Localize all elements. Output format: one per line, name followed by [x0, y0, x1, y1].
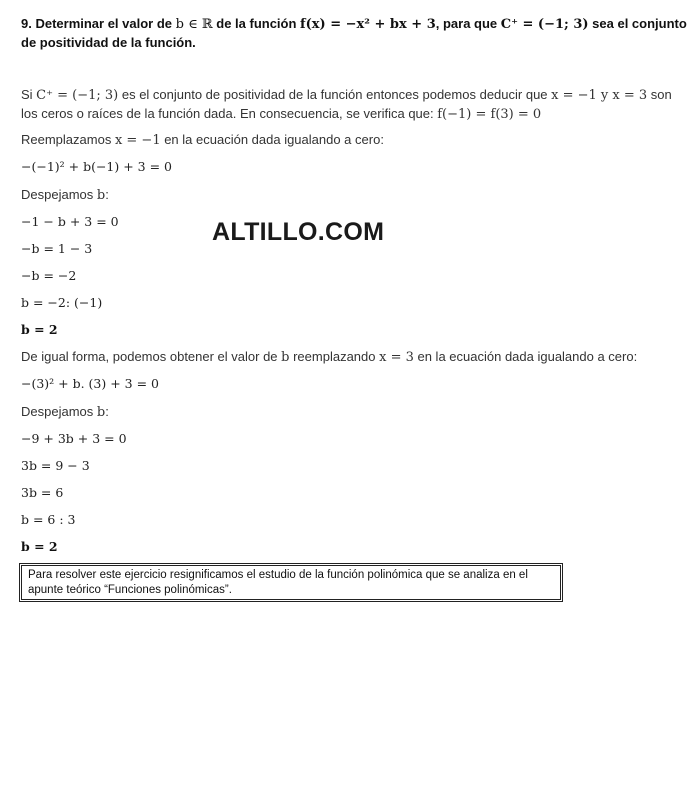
- part-a-instruction: [21, 131, 384, 150]
- part-a-step: −1 − b + 3 = 0: [21, 214, 119, 229]
- title-math-positivity-set: C⁺ = (−1; 3): [500, 17, 589, 32]
- despejamos-text: Despejamos: [21, 404, 97, 419]
- intro-math-positivity-set: C⁺ = (−1; 3): [36, 88, 119, 103]
- part-b-step: 3b = 6: [21, 485, 64, 500]
- intro-text: son los ceros o raíces de la función dada. En consecuencia, se verifica que:: [21, 87, 672, 121]
- instruction-text: en la ecuación dada igualando a cero:: [413, 349, 638, 364]
- intro-text: es el conjunto de positividad de la función entonces podemos deducir que: [118, 87, 552, 102]
- title-text: 9. Determinar el valor de: [21, 16, 176, 31]
- title-math-function: f(x) = −x² + bx + 3: [300, 17, 436, 32]
- instruction-math-x: x = 3: [379, 350, 414, 365]
- intro-math-equality: f(−1) = f(3) = 0: [437, 107, 542, 122]
- part-b-despejamos: [21, 403, 109, 422]
- instruction-text: reemplazando: [289, 349, 380, 364]
- part-a-result: b = 2: [21, 322, 58, 337]
- part-a-step: −b = 1 − 3: [21, 241, 93, 256]
- part-b-equation: −(3)² + b. (3) + 3 = 0: [21, 376, 160, 391]
- instruction-text: De igual forma, podemos obtener el valor de: [21, 349, 282, 364]
- instruction-text: Reemplazamos: [21, 132, 115, 147]
- title-text: de la función: [212, 16, 301, 31]
- instruction-math-x: x = −1: [114, 133, 161, 148]
- exercise-title: [21, 15, 691, 52]
- intro-math-zeros: x = −1 y x = 3: [551, 88, 648, 103]
- part-b-instruction: [21, 348, 637, 367]
- part-b-result: b = 2: [21, 539, 58, 554]
- intro-text: Si: [21, 87, 37, 102]
- title-text: sea el conjunto de positividad de la función.: [21, 16, 687, 50]
- part-b-step: −9 + 3b + 3 = 0: [21, 431, 127, 446]
- despejamos-var: b: [96, 405, 106, 420]
- despejamos-text: Despejamos: [21, 187, 97, 202]
- despejamos-var: b: [96, 188, 106, 203]
- despejamos-colon: :: [105, 404, 109, 419]
- despejamos-colon: :: [105, 187, 109, 202]
- instruction-math-b: b: [281, 350, 290, 365]
- instruction-text: en la ecuación dada igualando a cero:: [160, 132, 384, 147]
- reference-note-box: Para resolver este ejercicio resignificamos el estudio de la función polinómica que se analiza en el apunte teórico “Funciones polinómicas”.: [21, 565, 561, 600]
- part-a-equation: −(−1)² + b(−1) + 3 = 0: [21, 159, 173, 174]
- title-text: , para que: [435, 16, 501, 31]
- watermark-logo: ALTILLO.COM: [212, 218, 385, 246]
- part-a-step: b = −2: (−1): [21, 295, 103, 310]
- part-a-despejamos: [21, 186, 109, 205]
- intro-paragraph: [21, 86, 691, 124]
- part-b-step: b = 6 : 3: [21, 512, 76, 527]
- part-b-step: 3b = 9 − 3: [21, 458, 90, 473]
- part-a-step: −b = −2: [21, 268, 77, 283]
- title-math-b-in-r: b ∈ ℝ: [175, 17, 213, 32]
